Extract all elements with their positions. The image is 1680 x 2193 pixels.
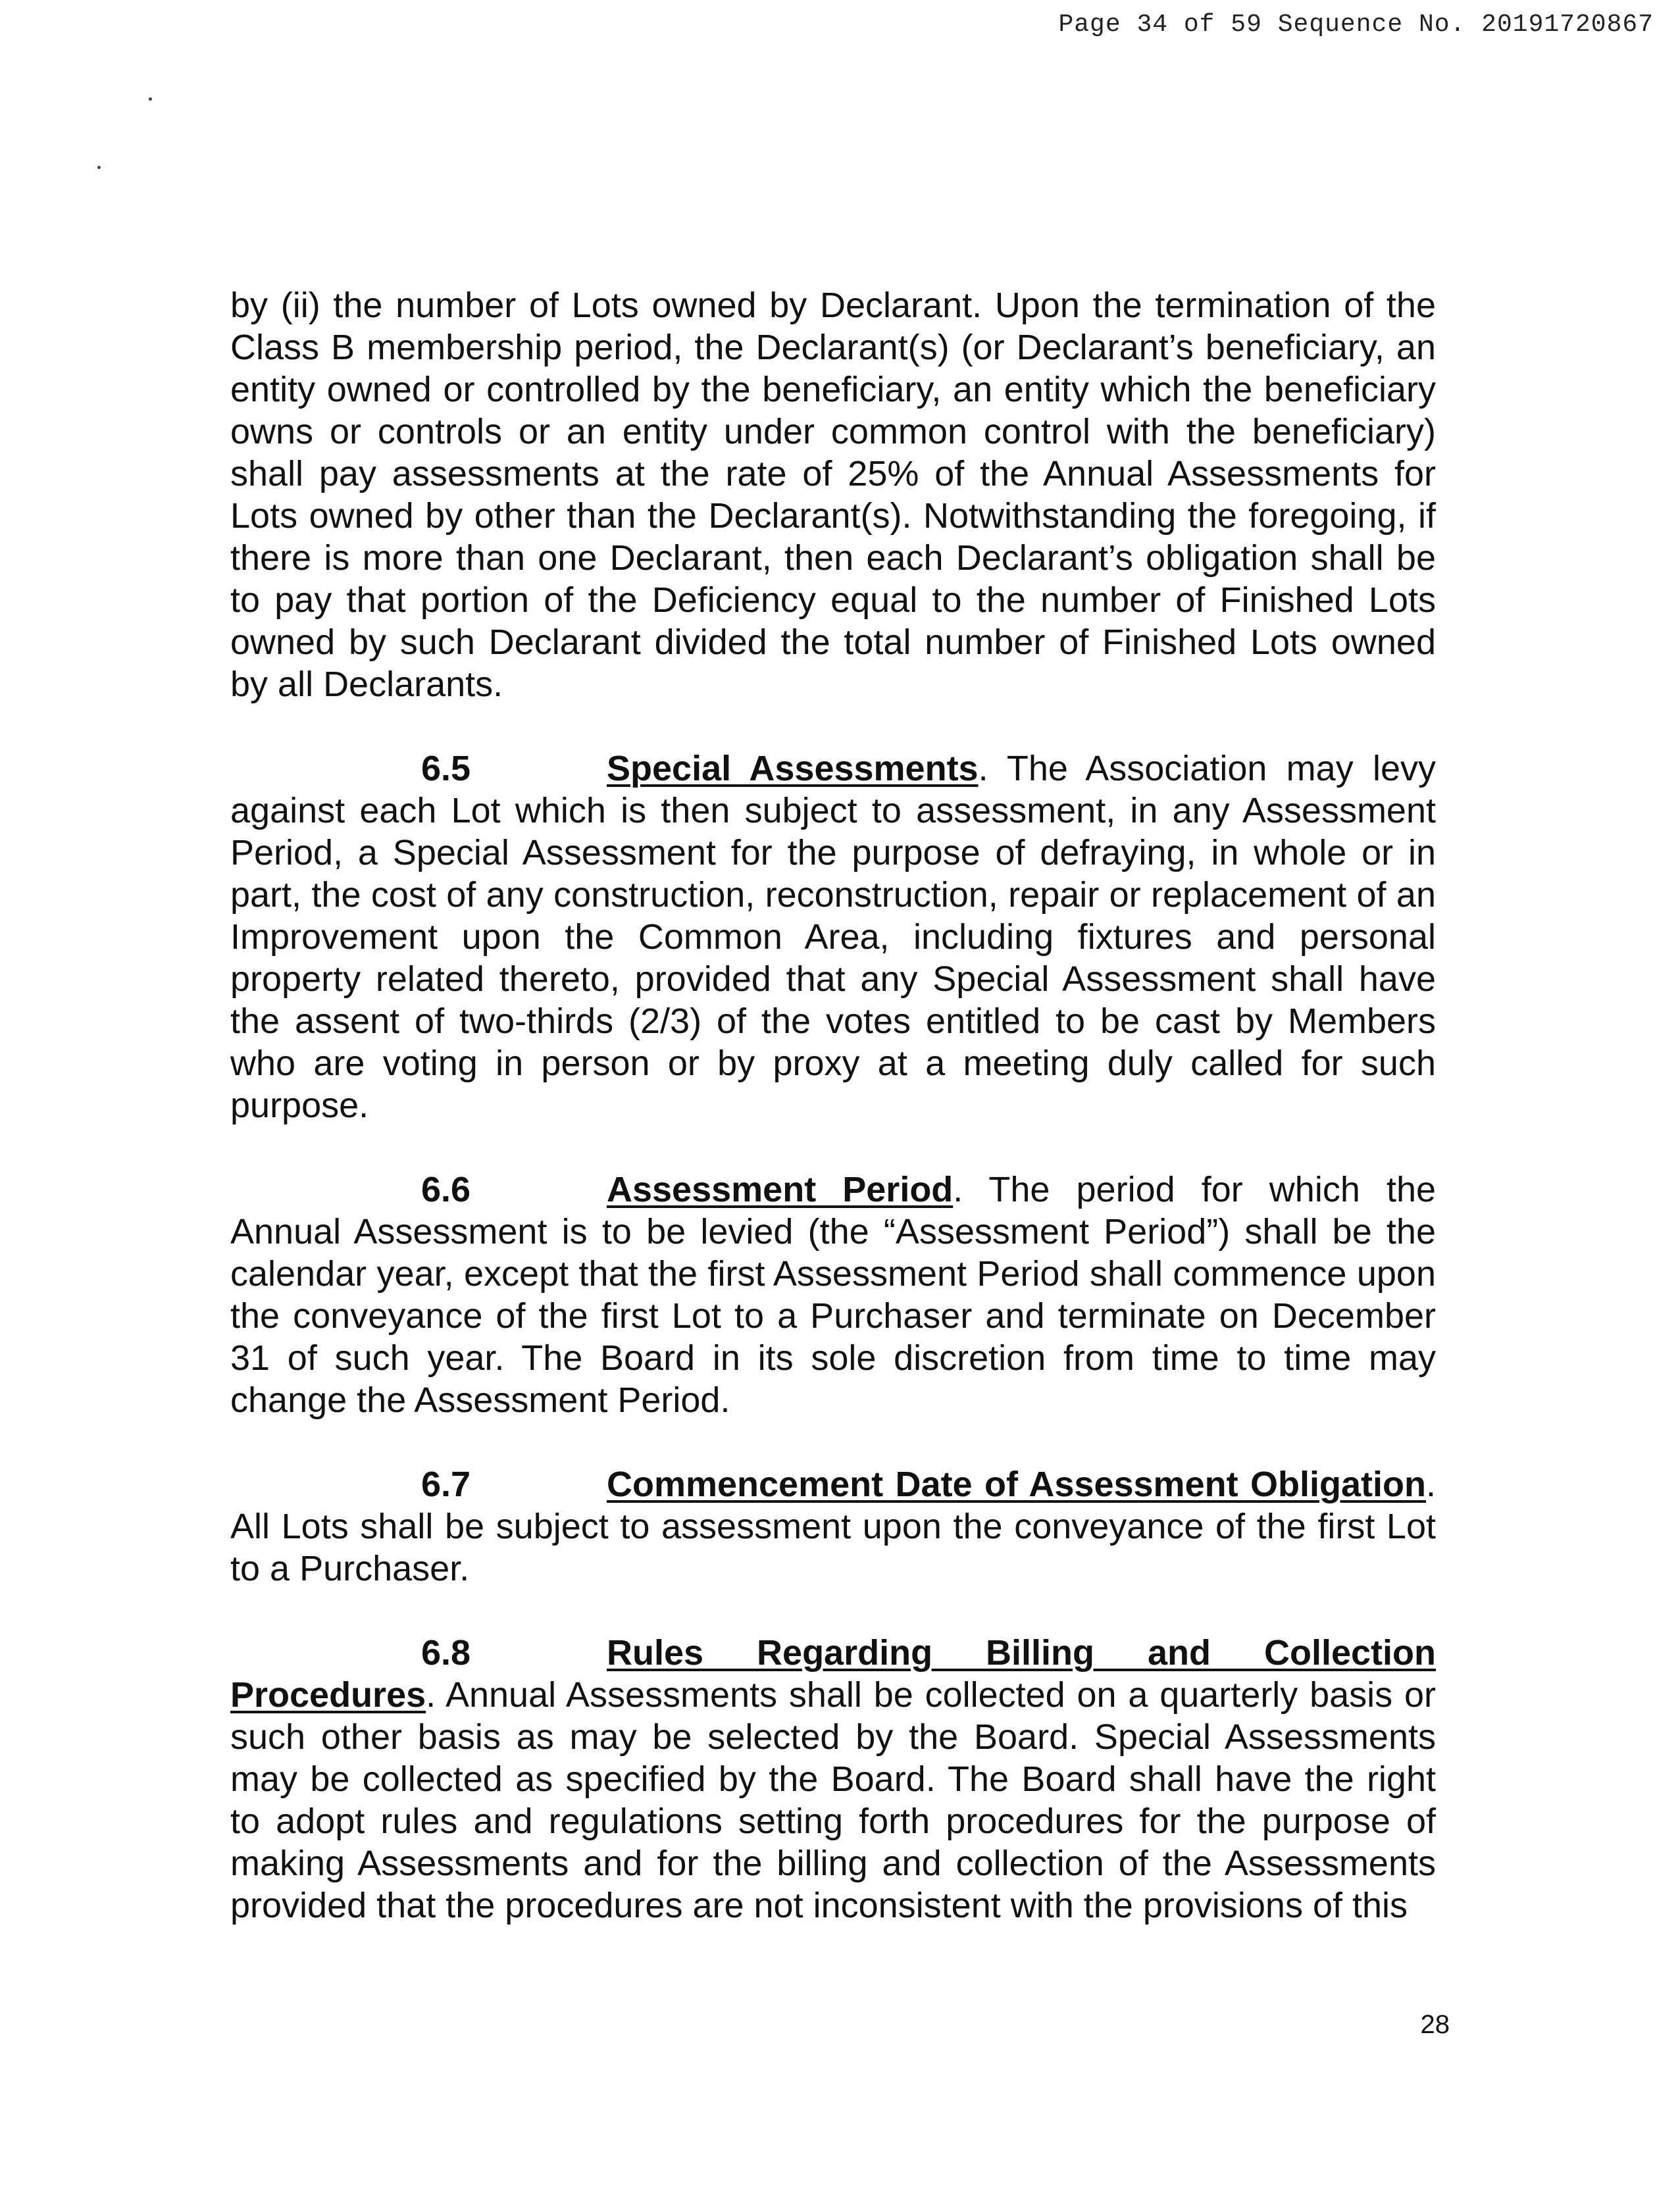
section-heading: Special Assessments (607, 749, 979, 788)
section-number: 6.5 (421, 749, 471, 788)
section-6-8 (230, 1632, 1436, 1927)
section-text: . The Association may levy against each Lot which is then subject to assessment, in any Assessment Period, a Special Assessment for the purpose of defraying, in whole or in part, the cost of any construction, reconstruction, repair or replacement of an Improvement upon the Common Area, including fixtures and personal property related thereto, provided that any Special Assessment shall have the assent of two-thirds (2/3) of the votes entitled to be cast by Members who are voting in person or by proxy at a meeting duly called for such purpose. (230, 749, 1437, 1125)
continuation-paragraph: by (ii) the number of Lots owned by Declarant. Upon the termination of the Class B membership period, the Declarant(s) (or Declarant’s beneficiary, an entity owned or controlled by the beneficiary, an entity which the beneficiary owns or controls or an entity under common control with the beneficiary) shall pay assessments at the rate of 25% of the Annual Assessments for Lots owned by other than the Declarant(s). Notwithstanding the foregoing, if there is more than one Declarant, then each Declarant’s obligation shall be to pay that portion of the Deficiency equal to the number of Finished Lots owned by such Declarant divided the total number of Finished Lots owned by all Declarants. (230, 286, 1436, 704)
section-number: 6.7 (421, 1465, 471, 1504)
scan-mark (149, 97, 152, 101)
page-number: 28 (1420, 2010, 1450, 2039)
section-6-7 (230, 1463, 1436, 1590)
section-6-6 (230, 1169, 1436, 1421)
section-6-5 (230, 747, 1436, 1126)
section-heading: Commencement Date of Assessment Obligation (607, 1465, 1426, 1504)
document-sequence-header: Page 34 of 59 Sequence No. 20191720867 (1058, 11, 1654, 39)
scan-mark (97, 166, 101, 169)
document-body (230, 284, 1436, 1969)
section-number: 6.6 (421, 1170, 471, 1209)
section-heading: Assessment Period (607, 1170, 954, 1209)
section-text: . Annual Assessments shall be collected on a quarterly basis or such other basis as may be selected by the Board. Special Assessments may be collected as specified by the Board. The Board shall have the right to adopt rules and regulations setting forth procedures for the purpose of making Assessments and for the billing and collection of the Assessments provided that the procedures are not inconsistent with the provisions of this (230, 1675, 1436, 1925)
section-number: 6.8 (421, 1633, 471, 1673)
section-text: . All Lots shall be subject to assessment upon the conveyance of the first Lot to a Purchaser. (230, 1465, 1436, 1588)
section-text: . The period for which the Annual Assessment is to be levied (the “Assessment Period”) shall be the calendar year, except that the first Assessment Period shall commence upon the conveyance of the first Lot to a Purchaser and terminate on December 31 of such year. The Board in its sole discretion from time to time may change the Assessment Period. (230, 1170, 1437, 1420)
section-heading: Rules Regarding Billing and Collection Procedures (230, 1633, 1436, 1715)
